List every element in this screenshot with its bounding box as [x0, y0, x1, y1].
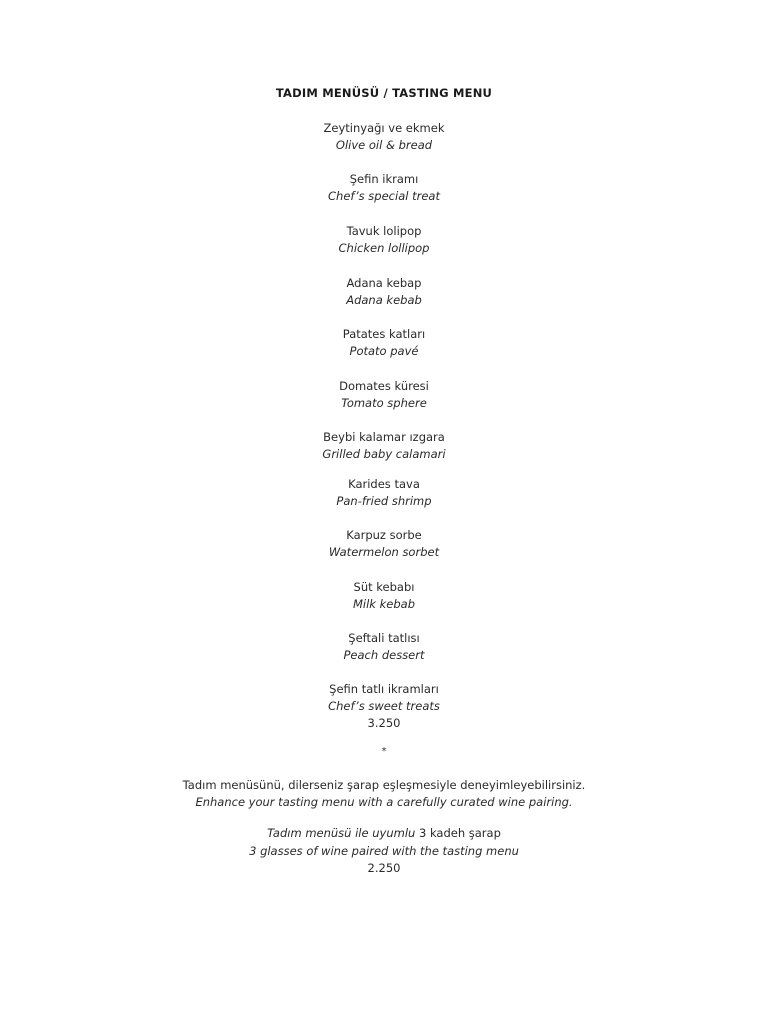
course-name-tr: Şeftali tatlısı — [348, 631, 420, 645]
pairing-price: 2.250 — [367, 861, 401, 875]
pairing-intro-en: Enhance your tasting menu with a carefully curated wine pairing. — [195, 795, 573, 809]
course-name-tr: Domates küresi — [339, 379, 429, 393]
course-item — [0, 223, 768, 257]
course-name-en: Chef’s special treat — [328, 189, 440, 203]
course-name-tr: Zeytinyağı ve ekmek — [323, 121, 445, 135]
course-name-en: Peach dessert — [343, 648, 425, 662]
course-item — [0, 120, 768, 154]
pairing-offer-tr-italic: Tadım menüsü ile uyumlu — [267, 826, 416, 840]
course-item — [0, 476, 768, 510]
course-item — [0, 527, 768, 561]
course-name-en: Grilled baby calamari — [322, 447, 446, 461]
course-name-en: Olive oil & bread — [335, 138, 433, 152]
course-item — [0, 681, 768, 732]
course-name-en: Chicken lollipop — [338, 241, 430, 255]
course-name-en: Watermelon sorbet — [328, 545, 440, 559]
course-item — [0, 429, 768, 463]
course-name-tr: Patates katları — [342, 327, 426, 341]
course-name-tr: Karides tava — [348, 477, 420, 491]
course-name-tr: Karpuz sorbe — [346, 528, 422, 542]
course-name-en: Potato pavé — [349, 344, 419, 358]
course-name-en: Pan-fried shrimp — [336, 494, 432, 508]
course-item — [0, 171, 768, 205]
menu-price: 3.250 — [367, 716, 401, 730]
course-name-tr: Süt kebabı — [353, 580, 415, 594]
course-item — [0, 275, 768, 309]
pairing-offer-tr — [0, 825, 768, 842]
course-name-en: Adana kebab — [346, 293, 422, 307]
course-item — [0, 326, 768, 360]
course-name-en: Chef’s sweet treats — [328, 699, 440, 713]
page-title: TADIM MENÜSÜ / TASTING MENU — [275, 86, 493, 100]
course-name-tr: Şefin tatlı ikramları — [329, 682, 439, 696]
pairing-offer-tr-plain: 3 kadeh şarap — [415, 826, 501, 840]
pairing-offer-en: 3 glasses of wine paired with the tasting menu — [249, 844, 519, 858]
course-name-tr: Beybi kalamar ızgara — [323, 430, 445, 444]
course-name-en: Milk kebab — [352, 597, 415, 611]
course-name-en: Tomato sphere — [341, 396, 427, 410]
section-separator: * — [381, 746, 387, 757]
course-item — [0, 378, 768, 412]
course-item — [0, 630, 768, 664]
course-item — [0, 579, 768, 613]
course-name-tr: Şefin ikramı — [349, 172, 419, 186]
course-name-tr: Adana kebap — [346, 276, 422, 290]
course-name-tr: Tavuk lolipop — [346, 224, 422, 238]
pairing-intro-tr: Tadım menüsünü, dilerseniz şarap eşleşmesiyle deneyimleyebilirsiniz. — [182, 778, 586, 792]
